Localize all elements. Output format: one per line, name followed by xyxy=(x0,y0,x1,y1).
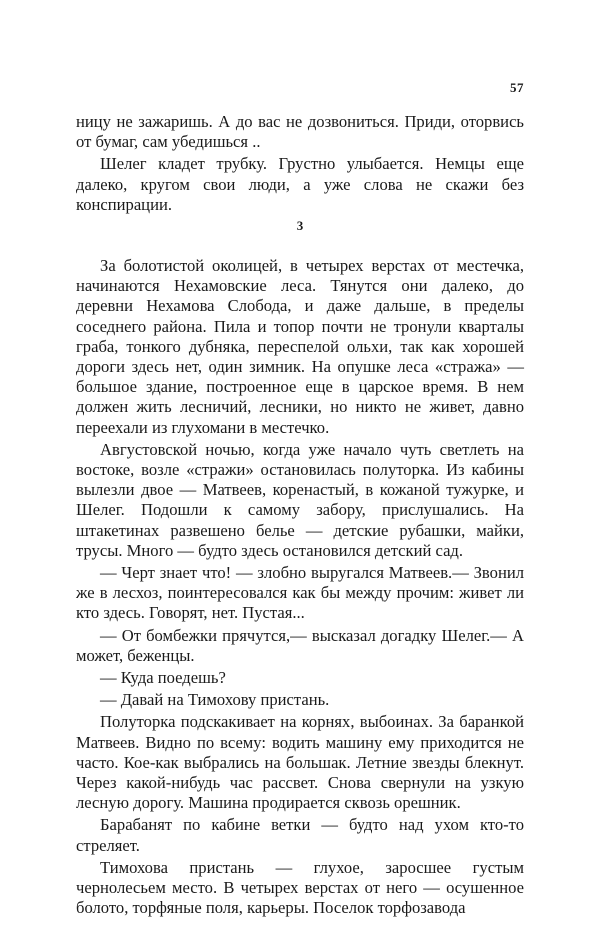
paragraph: ницу не зажаришь. А до вас не дозвониться. Приди, оторвись от бумаг, сам убедишься .. xyxy=(76,112,524,152)
section-number: 3 xyxy=(296,218,304,233)
dialogue-line: — Давай на Тимохову пристань. xyxy=(100,690,330,710)
dialogue-line: — От бомбежки прячутся,— высказал догадку Шелег.— А может, беженцы. xyxy=(76,625,524,665)
paragraph: Тимохова пристань — глухое, заросшее густым чернолесьем место. В четырех верстах от него — осушенное болото, торфяные поля, карьеры. Поселок торфозавода xyxy=(76,857,524,918)
dialogue-line: — Черт знает что! — злобно выругался Матвеев.— Звонил же в лесхоз, поинтересовался как бы между прочим: живет ли кто здесь. Говорят, нет. Пустая... xyxy=(76,563,524,623)
section-text-block xyxy=(76,256,524,919)
paragraph: Шелег кладет трубку. Грустно улыбается. Немцы еще далеко, кругом свои люди, а уже слова не скажи без конспирации. xyxy=(76,154,524,214)
top-text-block xyxy=(76,112,524,215)
paragraph: За болотистой околицей, в четырех верстах от местечка, начинаются Нехамовские леса. Тянутся они далеко, до деревни Нехамова Слобода, и даже дальше, в пределы соседнего района. Пила и топор почти не тронули кварталы граба, тонкого дубняка, переспелой ольхи, так как хорошей дороги здесь нет, один зимник. На опушке леса «стража» — большое здание, построенное еще в царское время. В нем должен жить лесничий, лесники, но никто не живет, давно переехали из глухомани в местечко. xyxy=(76,256,524,437)
dialogue-line: — Куда поедешь? xyxy=(100,668,226,688)
paragraph: Полуторка подскакивает на корнях, выбоинах. За баранкой Матвеев. Видно по всему: водить машину ему приходится не часто. Кое-как выбрались на большак. Летние звезды блекнут. Через какой-нибудь час рассвет. Снова свернули на узкую лесную дорогу. Машина продирается сквозь орешник. xyxy=(76,712,524,813)
paragraph: Барабанят по кабине ветки — будто над ухом кто-то стреляет. xyxy=(76,815,524,855)
paragraph: Августовской ночью, когда уже начало чуть светлеть на востоке, возле «стражи» остановилась полуторка. Из кабины вылезли двое — Матвеев, коренастый, в кожаной тужурке, и Шелег. Подошли к самому забору, прислушались. На штакетинах развешено белье — детские рубашки, майки, трусы. Много — будто здесь остановился детский сад. xyxy=(76,439,524,560)
page-number: 57 xyxy=(510,80,524,95)
